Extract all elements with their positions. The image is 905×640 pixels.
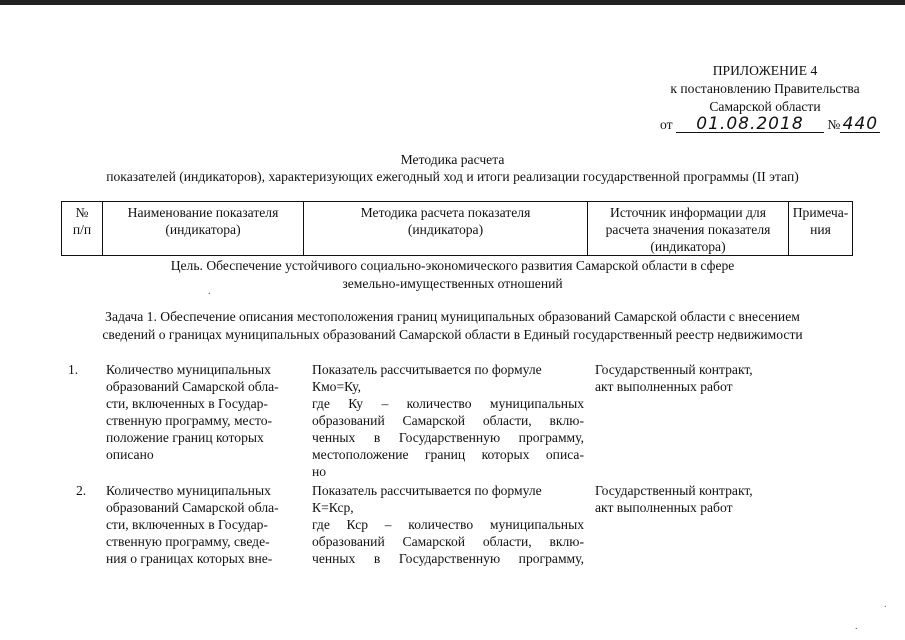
indicator-table-header xyxy=(61,201,853,256)
document-subtitle: показателей (индикаторов), характеризующих ежегодный ход и итоги реализации государственной программы (II этап) xyxy=(106,169,799,184)
appendix-resolution: к постановлению Правительства xyxy=(670,81,860,96)
row-2-method xyxy=(312,482,584,567)
header-indicator-name xyxy=(103,202,304,256)
scan-top-border xyxy=(0,0,905,5)
header-name-line: (индикатора) xyxy=(165,222,241,237)
text-line: акт выполненных работ xyxy=(595,379,733,394)
text-line: образований Самарской обла- xyxy=(106,500,279,515)
header-name-line: Наименование показателя xyxy=(127,205,279,220)
header-notes-line: ния xyxy=(810,222,831,237)
header-number-line: № xyxy=(75,205,89,220)
formula: Кмо=Ку, xyxy=(312,379,362,394)
scan-speck: . xyxy=(884,599,887,610)
header-source-line: расчета значения показателя xyxy=(605,222,771,237)
goal-line-2: земельно-имущественных отношений xyxy=(342,276,563,291)
task-line-1: Задача 1. Обеспечение описания местоположения границ муниципальных образований Самарской области с внесением xyxy=(105,309,800,324)
scan-speck: . xyxy=(208,286,211,297)
text-line: Показатель рассчитывается по формуле xyxy=(312,362,542,377)
task-line-2: сведений о границах муниципальных образований Самарской области в Единый государственный реестр недвижимости xyxy=(102,327,803,342)
text-line: образований Самарской обла- xyxy=(106,379,279,394)
header-number-line: п/п xyxy=(72,222,92,237)
handwritten-date: 01.08.2018 xyxy=(676,116,824,133)
header-notes xyxy=(789,202,853,256)
header-source-line: (индикатора) xyxy=(650,239,726,254)
handwritten-number: 440 xyxy=(840,116,880,133)
row-2-indicator-name xyxy=(106,482,279,567)
header-number xyxy=(62,202,103,256)
text-line: описано xyxy=(106,447,154,462)
text-line: образований Самарской области, вклю- xyxy=(312,534,584,549)
number-prefix: № xyxy=(827,117,841,132)
row-1-number: 1. xyxy=(68,362,79,377)
text-line: ченных в Государственную программу, xyxy=(312,430,584,445)
text-line: ственную программу, сведе- xyxy=(106,534,270,549)
text-line: сти, включенных в Государ- xyxy=(106,517,268,532)
text-line: сти, включенных в Государ- xyxy=(106,396,268,411)
formula: К=Кср, xyxy=(312,500,354,515)
appendix-title: ПРИЛОЖЕНИЕ 4 xyxy=(712,63,818,78)
row-1-source xyxy=(595,361,753,395)
header-notes-line: Примеча- xyxy=(792,205,849,220)
text-line: ния о границах которых вне- xyxy=(106,551,273,566)
header-method-line: (индикатора) xyxy=(407,222,484,237)
text-line: где Ку – количество муниципальных xyxy=(312,396,584,411)
text-line: Количество муниципальных xyxy=(106,483,271,498)
text-line: но xyxy=(312,464,327,479)
text-line: положение границ которых xyxy=(106,430,264,445)
date-prefix: от xyxy=(660,117,673,132)
text-line: акт выполненных работ xyxy=(595,500,733,515)
appendix-date-line xyxy=(660,116,880,133)
text-line: ственную программу, место- xyxy=(106,413,273,428)
row-2-source xyxy=(595,482,753,516)
row-1-indicator-name xyxy=(106,361,279,463)
text-line: Показатель рассчитывается по формуле xyxy=(312,483,542,498)
appendix-region: Самарской области xyxy=(709,99,821,114)
scan-speck: . xyxy=(855,621,858,632)
row-2-number: 2. xyxy=(76,483,87,498)
text-line: где Кср – количество муниципальных xyxy=(312,517,584,532)
text-line: местоположение границ которых описа- xyxy=(312,447,584,462)
row-1-method xyxy=(312,361,584,480)
appendix-block xyxy=(640,62,890,116)
text-line: Количество муниципальных xyxy=(106,362,271,377)
header-method-line: Методика расчета показателя xyxy=(360,205,531,220)
text-line: ченных в Государственную программу, xyxy=(312,551,584,566)
text-line: Государственный контракт, xyxy=(595,362,753,377)
text-line: Государственный контракт, xyxy=(595,483,753,498)
header-source xyxy=(588,202,789,256)
header-method xyxy=(304,202,588,256)
header-source-line: Источник информации для xyxy=(610,205,766,220)
document-title: Методика расчета xyxy=(400,152,505,167)
text-line: образований Самарской области, вклю- xyxy=(312,413,584,428)
goal-line-1: Цель. Обеспечение устойчивого социально-экономического развития Самарской области в сфере xyxy=(170,258,735,273)
